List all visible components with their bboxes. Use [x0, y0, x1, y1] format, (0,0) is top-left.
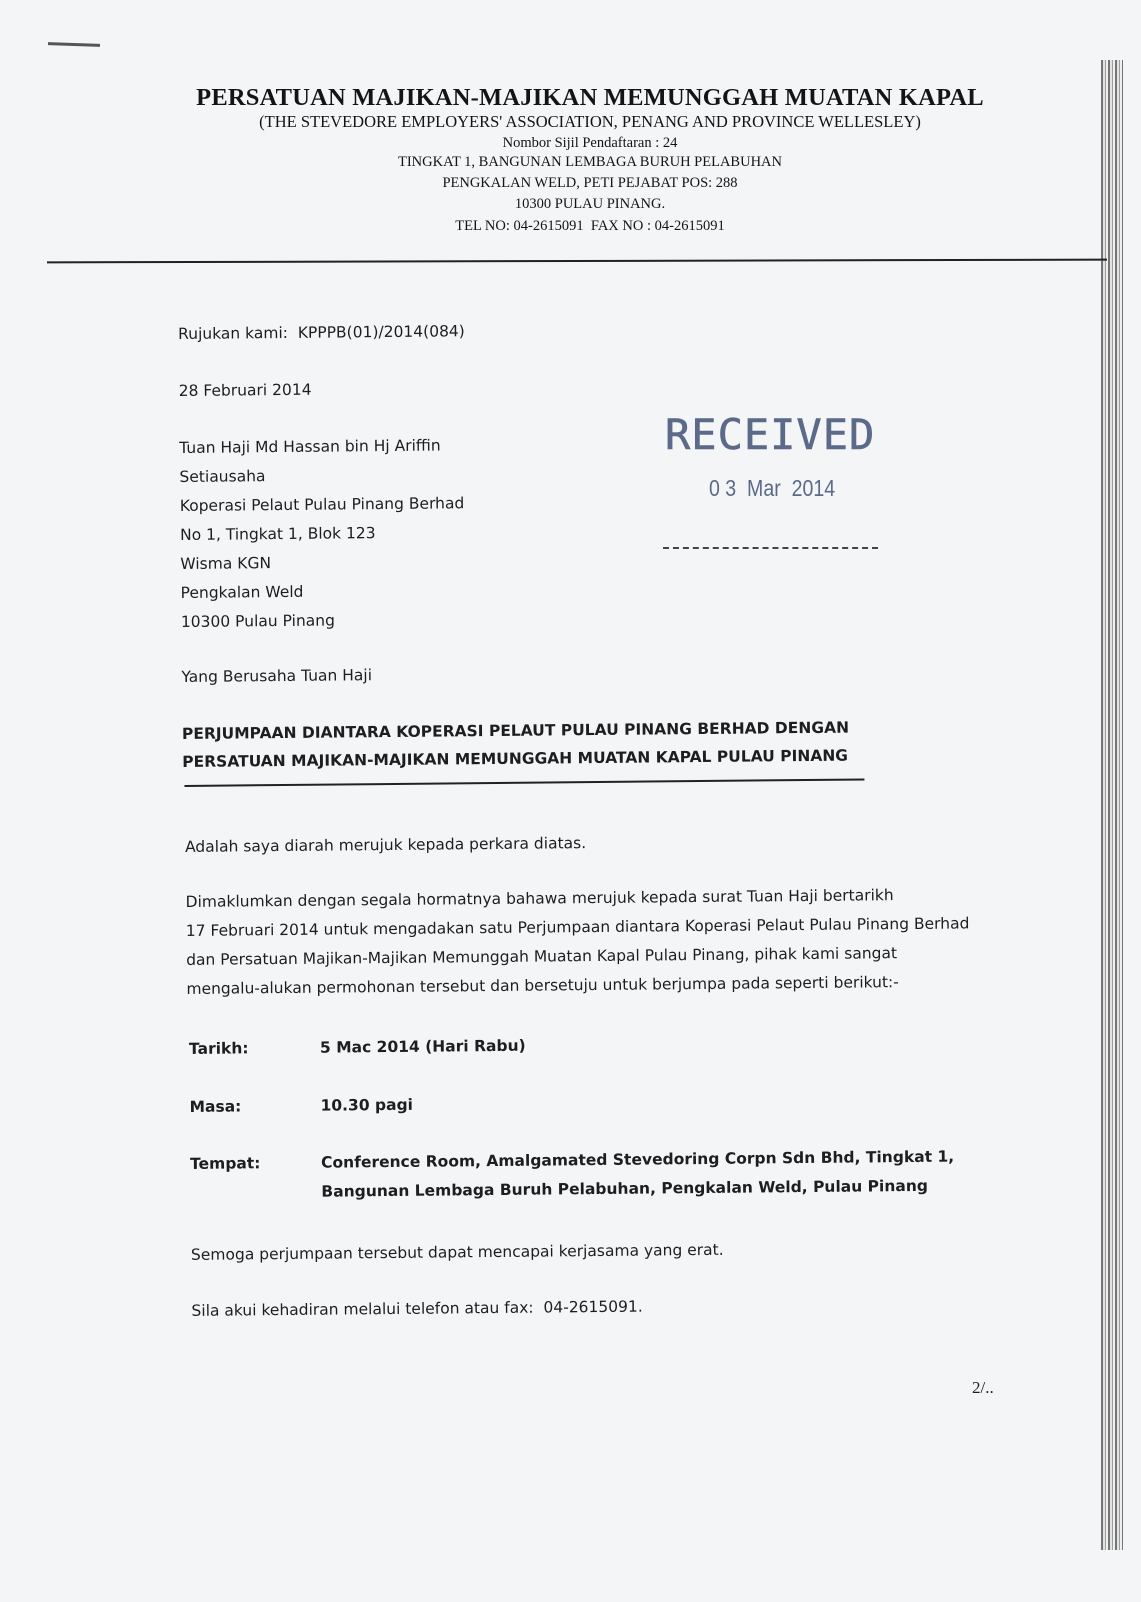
- stamp-date: 0 3 Mar 2014: [709, 475, 836, 501]
- registration: Nombor Sijil Pendaftaran : 24: [502, 135, 678, 151]
- paragraph-2-line: dan Persatuan Majikan-Majikan Memunggah Muatan Kapal Pulau Pinang, pihak kami sangat: [186, 944, 898, 969]
- detail-value-place: Conference Room, Amalgamated Stevedoring Corpn Sdn Bhd, Tingkat 1,: [321, 1147, 955, 1172]
- recipient-line: 10300 Pulau Pinang: [180, 611, 335, 632]
- recipient-line: No 1, Tingkat 1, Blok 123: [179, 524, 376, 545]
- recipient-line: Koperasi Pelaut Pulau Pinang Berhad: [179, 494, 465, 516]
- org-name-en: (THE STEVEDORE EMPLOYERS' ASSOCIATION, PENANG AND PROVINCE WELLESLEY): [259, 112, 921, 131]
- salutation: Yang Berusaha Tuan Haji: [181, 666, 373, 687]
- paragraph-2-line: Dimaklumkan dengan segala hormatnya bahawa merujuk kepada surat Tuan Haji bertarikh: [185, 886, 894, 911]
- subject-rule: [184, 778, 864, 786]
- recipient-line: Wisma KGN: [180, 554, 272, 574]
- paragraph-2-line: 17 Februari 2014 untuk mengadakan satu Perjumpaan diantara Koperasi Pelaut Pulau Pinang Berhad: [185, 914, 970, 940]
- paragraph-4: Sila akui kehadiran melalui telefon atau fax: 04-2615091.: [191, 1297, 643, 1320]
- stamp-word: RECEIVED: [665, 410, 876, 459]
- recipient-line: Tuan Haji Md Hassan bin Hj Ariffin: [179, 436, 441, 458]
- contact: TEL NO: 04-2615091 FAX NO : 04-2615091: [455, 218, 725, 234]
- address-line-1: TINGKAT 1, BANGUNAN LEMBAGA BURUH PELABUHAN: [398, 154, 782, 170]
- reference: Rujukan kami: KPPPB(01)/2014(084): [178, 322, 465, 344]
- recipient-line: Pengkalan Weld: [180, 582, 304, 603]
- detail-value-place: Bangunan Lembaga Buruh Pelabuhan, Pengkalan Weld, Pulau Pinang: [321, 1176, 929, 1201]
- subject-line: PERJUMPAAN DIANTARA KOPERASI PELAUT PULAU PINANG BERHAD DENGAN: [181, 718, 850, 743]
- page-marker: 2/..: [972, 1378, 994, 1397]
- paragraph-3: Semoga perjumpaan tersebut dapat mencapai kerjasama yang erat.: [190, 1240, 724, 1264]
- letter-date: 28 Februari 2014: [178, 380, 312, 401]
- detail-label-time: Masa:: [189, 1097, 242, 1116]
- detail-value-time: 10.30 pagi: [320, 1095, 414, 1115]
- detail-label-date: Tarikh:: [188, 1039, 249, 1058]
- address-line-2: PENGKALAN WELD, PETI PEJABAT POS: 288: [442, 175, 738, 191]
- paragraph-2-line: mengalu-alukan permohonan tersebut dan bersetuju untuk berjumpa pada seperti berikut:-: [186, 973, 899, 998]
- recipient-line: Setiausaha: [179, 467, 266, 487]
- address-line-3: 10300 PULAU PINANG.: [514, 196, 666, 212]
- paragraph-1: Adalah saya diarah merujuk kepada perkara diatas.: [184, 834, 587, 856]
- detail-value-date: 5 Mac 2014 (Hari Rabu): [319, 1036, 526, 1057]
- org-name: PERSATUAN MAJIKAN-MAJIKAN MEMUNGGAH MUATAN KAPAL: [196, 84, 984, 111]
- subject-line: PERSATUAN MAJIKAN-MAJIKAN MEMUNGGAH MUATAN KAPAL PULAU PINANG: [182, 746, 849, 771]
- detail-label-place: Tempat:: [190, 1154, 261, 1173]
